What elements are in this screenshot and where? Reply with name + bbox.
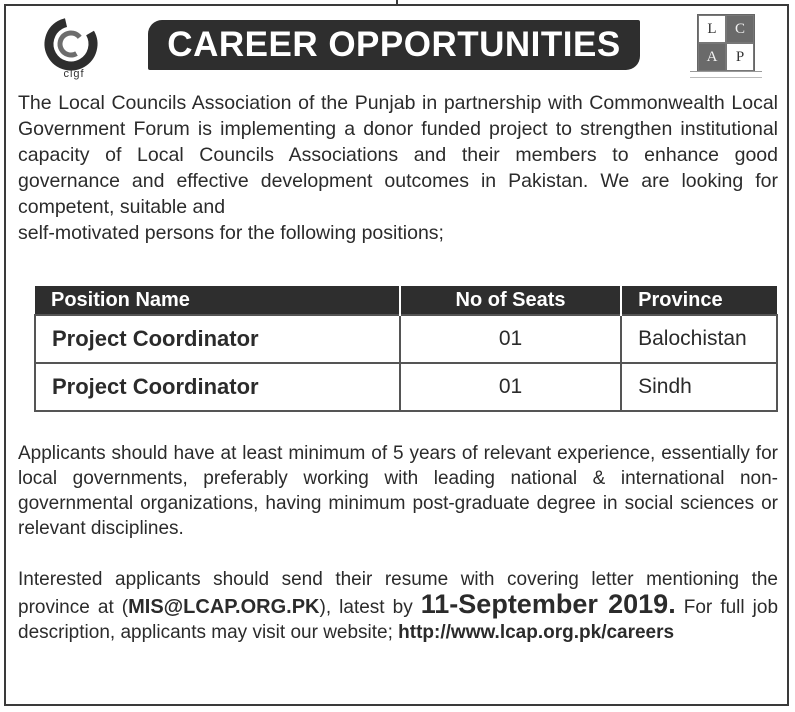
requirements-paragraph: Applicants should have at least minimum of 5 years of relevant experience, essentially for local governments, preferably working with leading national & international non-governmental organizations, having minimum post-graduate degree in social sciences or relevant disciplines.: [18, 443, 778, 539]
table-row: [35, 315, 777, 363]
apply-paragraph: [18, 567, 778, 645]
province-cell: Balochistan: [621, 315, 777, 363]
header-position-name: Position Name: [35, 286, 400, 315]
table-header-row: [35, 286, 777, 315]
seats-cell: 01: [400, 363, 621, 411]
top-divider: [396, 0, 398, 4]
lcap-letter: A: [698, 43, 726, 71]
table-row: [35, 363, 777, 411]
apply-text: Interested applicants should send their resume with covering letter mentioning the province at (: [18, 569, 778, 618]
apply-text-2: ), latest by: [319, 597, 413, 618]
clgf-logo-text: clgf: [63, 68, 85, 80]
email-link[interactable]: MIS@LCAP.ORG.PK: [128, 596, 320, 618]
position-cell: Project Coordinator: [35, 315, 400, 363]
lcap-letter: P: [726, 43, 754, 71]
apply-text-3: For full job description, applicants may visit our website;: [18, 597, 779, 643]
title-banner: [148, 20, 640, 70]
lcap-logo: [697, 14, 755, 72]
page-title: CAREER OPPORTUNITIES: [167, 25, 621, 64]
intro-paragraph: [18, 90, 778, 246]
intro-last-line: self-motivated persons for the following positions;: [18, 222, 444, 244]
header-province: Province: [621, 286, 777, 315]
province-cell: Sindh: [621, 363, 777, 411]
lcap-letter: C: [726, 15, 754, 43]
position-cell: Project Coordinator: [35, 363, 400, 411]
positions-table: [34, 286, 778, 412]
seats-cell: 01: [400, 315, 621, 363]
deadline-date: 11-September 2019.: [420, 589, 676, 619]
lcap-tagline-graphic: [690, 71, 762, 78]
header-no-of-seats: No of Seats: [400, 286, 621, 315]
lcap-letter: L: [698, 15, 726, 43]
intro-text: The Local Councils Association of the Punjab in partnership with Commonwealth Local Government Forum is implementing a donor funded project to strengthen institutional capacity of Local Councils Associations and their members to enhance good governance and effective development outcomes in Pakistan. We are looking for competent, suitable and: [18, 92, 778, 218]
website-link[interactable]: http://www.lcap.org.pk/careers: [398, 622, 675, 643]
